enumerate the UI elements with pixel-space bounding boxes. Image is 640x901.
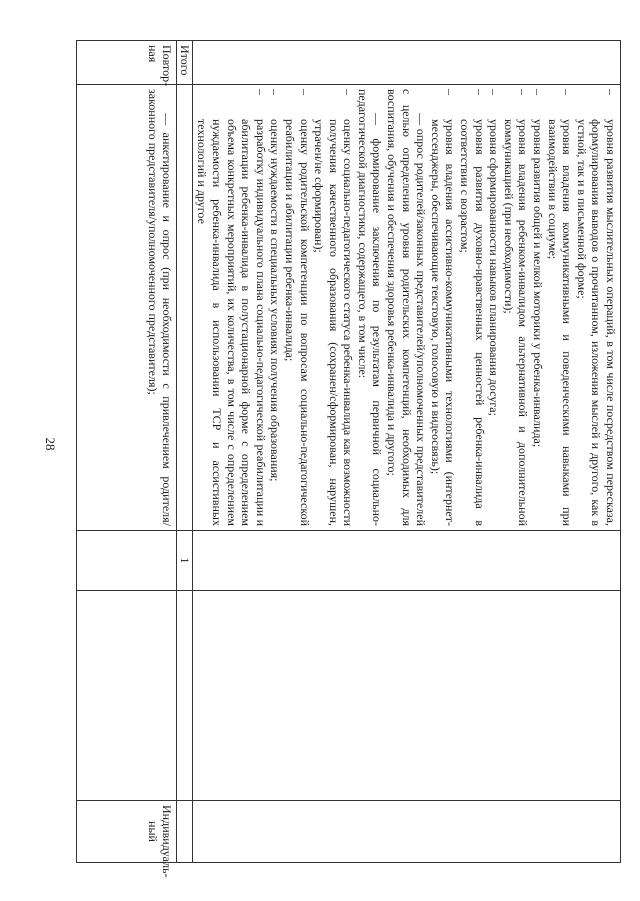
page-number: 28 (43, 437, 58, 451)
list-item-text: оценку родительской компетенции по вопросам социально-педагогической реабилитации и абилитации ребенка-инвалида; (282, 119, 312, 526)
list-item-text: уровня развития духовно-нравственных ценностей ребенка-инвалида в соответствии с возрастом; (458, 119, 487, 526)
dash-marker: – (443, 89, 458, 95)
list-item-text: уровня сформированности навыков планирования досуга; (487, 119, 502, 416)
form-cell: Индивидуаль-ный (77, 801, 177, 863)
dash-marker: – (560, 89, 575, 95)
dash-marker: – (268, 89, 283, 95)
list-item (282, 89, 311, 526)
table-row (77, 41, 177, 863)
dash-marker: – (531, 89, 546, 95)
list-item-text: уровня владения ассистивно-коммуникативными технологиями (интернет-мессенджеры, обеспечивающие текстовую, голосовую и видеосвязь); (428, 119, 458, 526)
conclusion-list (195, 89, 356, 526)
empty-cell (177, 591, 193, 801)
list-item-text: уровня владения коммуникативными и поведенческими навыками при взаимодействии в социуме; (545, 119, 575, 526)
list-item (574, 89, 618, 526)
dash-marker: – (253, 89, 268, 95)
list-item-text: разработку индивидуального плана социально-педагогической реабилитации и абилитации ребенка-инвалида в полустационарной форме с определением объема конкретных мероприятий, их количества, в том числе с определением нуждаемости ребенка-инвалида в использовании ТСР и ассистивных технологий и другое (195, 119, 268, 526)
activity-list (428, 89, 618, 526)
list-item (501, 89, 530, 526)
empty-cell (177, 801, 193, 863)
dash-marker: – (472, 89, 487, 95)
list-item (487, 89, 502, 526)
rotated-table-area (76, 40, 621, 878)
row-label-cell (192, 41, 620, 85)
empty-cell (177, 85, 193, 531)
empty-cell (192, 591, 620, 801)
parent-survey-paragraph: — опрос родителей/законных представителей/уполномоченных представителей с целью определения уровня родительских компетенций, необходимых для воспитания, обучения и обеспечения здоровья ребенка-инвалида и другого; (385, 89, 429, 526)
activities-cell (192, 85, 620, 531)
repeat-label: Повтор-ная (77, 41, 177, 85)
total-count: 1 (177, 531, 193, 591)
list-item (457, 89, 486, 526)
list-item-text: оценку нуждаемости в специальных условиях получения образования; (268, 119, 283, 482)
table-row (177, 41, 193, 863)
dash-marker: – (487, 89, 502, 95)
empty-cell (77, 591, 177, 801)
list-item (545, 89, 574, 526)
list-item-text: уровня развития мыслительных операций, в том числе посредством пересказа, формулирования выводов о прочитанном, изложения мыслей и другого, как в устной, так и в письменной форме; (574, 119, 618, 526)
dash-marker: – (341, 89, 356, 95)
total-label: Итого (177, 41, 193, 85)
empty-cell (192, 531, 620, 591)
list-item-text: оценку социально-педагогического статуса ребенка-инвалида как возможности получения качественного образования (сохранен/сформирован, нарушен, утрачен/не сформирован); (312, 119, 356, 526)
dash-marker: – (604, 89, 618, 95)
conclusion-paragraph: — формирование заключения по результатам первичной социально-педагогической диагностики, содержащего, в том числе: (355, 89, 385, 526)
services-table (76, 40, 621, 878)
dash-marker: – (516, 89, 531, 95)
table-stage (76, 40, 621, 878)
list-item-text: уровня развития общей и мелкой моторики у ребенка-инвалида; (531, 119, 546, 448)
list-item (312, 89, 356, 526)
table-row (192, 41, 620, 863)
list-item (530, 89, 545, 526)
empty-cell (192, 801, 620, 863)
list-item (195, 89, 268, 526)
list-item (268, 89, 283, 526)
repeat-text: — анкетирование и опрос (при необходимости с привлечением родителя/законного представителя/уполномоченного представителя); (77, 85, 177, 531)
list-item (428, 89, 457, 526)
dash-marker: – (297, 89, 312, 95)
empty-cell (77, 531, 177, 591)
list-item-text: уровня владения ребенком-инвалидом альтернативной и дополнительной коммуникацией (при необходимости); (501, 119, 531, 526)
